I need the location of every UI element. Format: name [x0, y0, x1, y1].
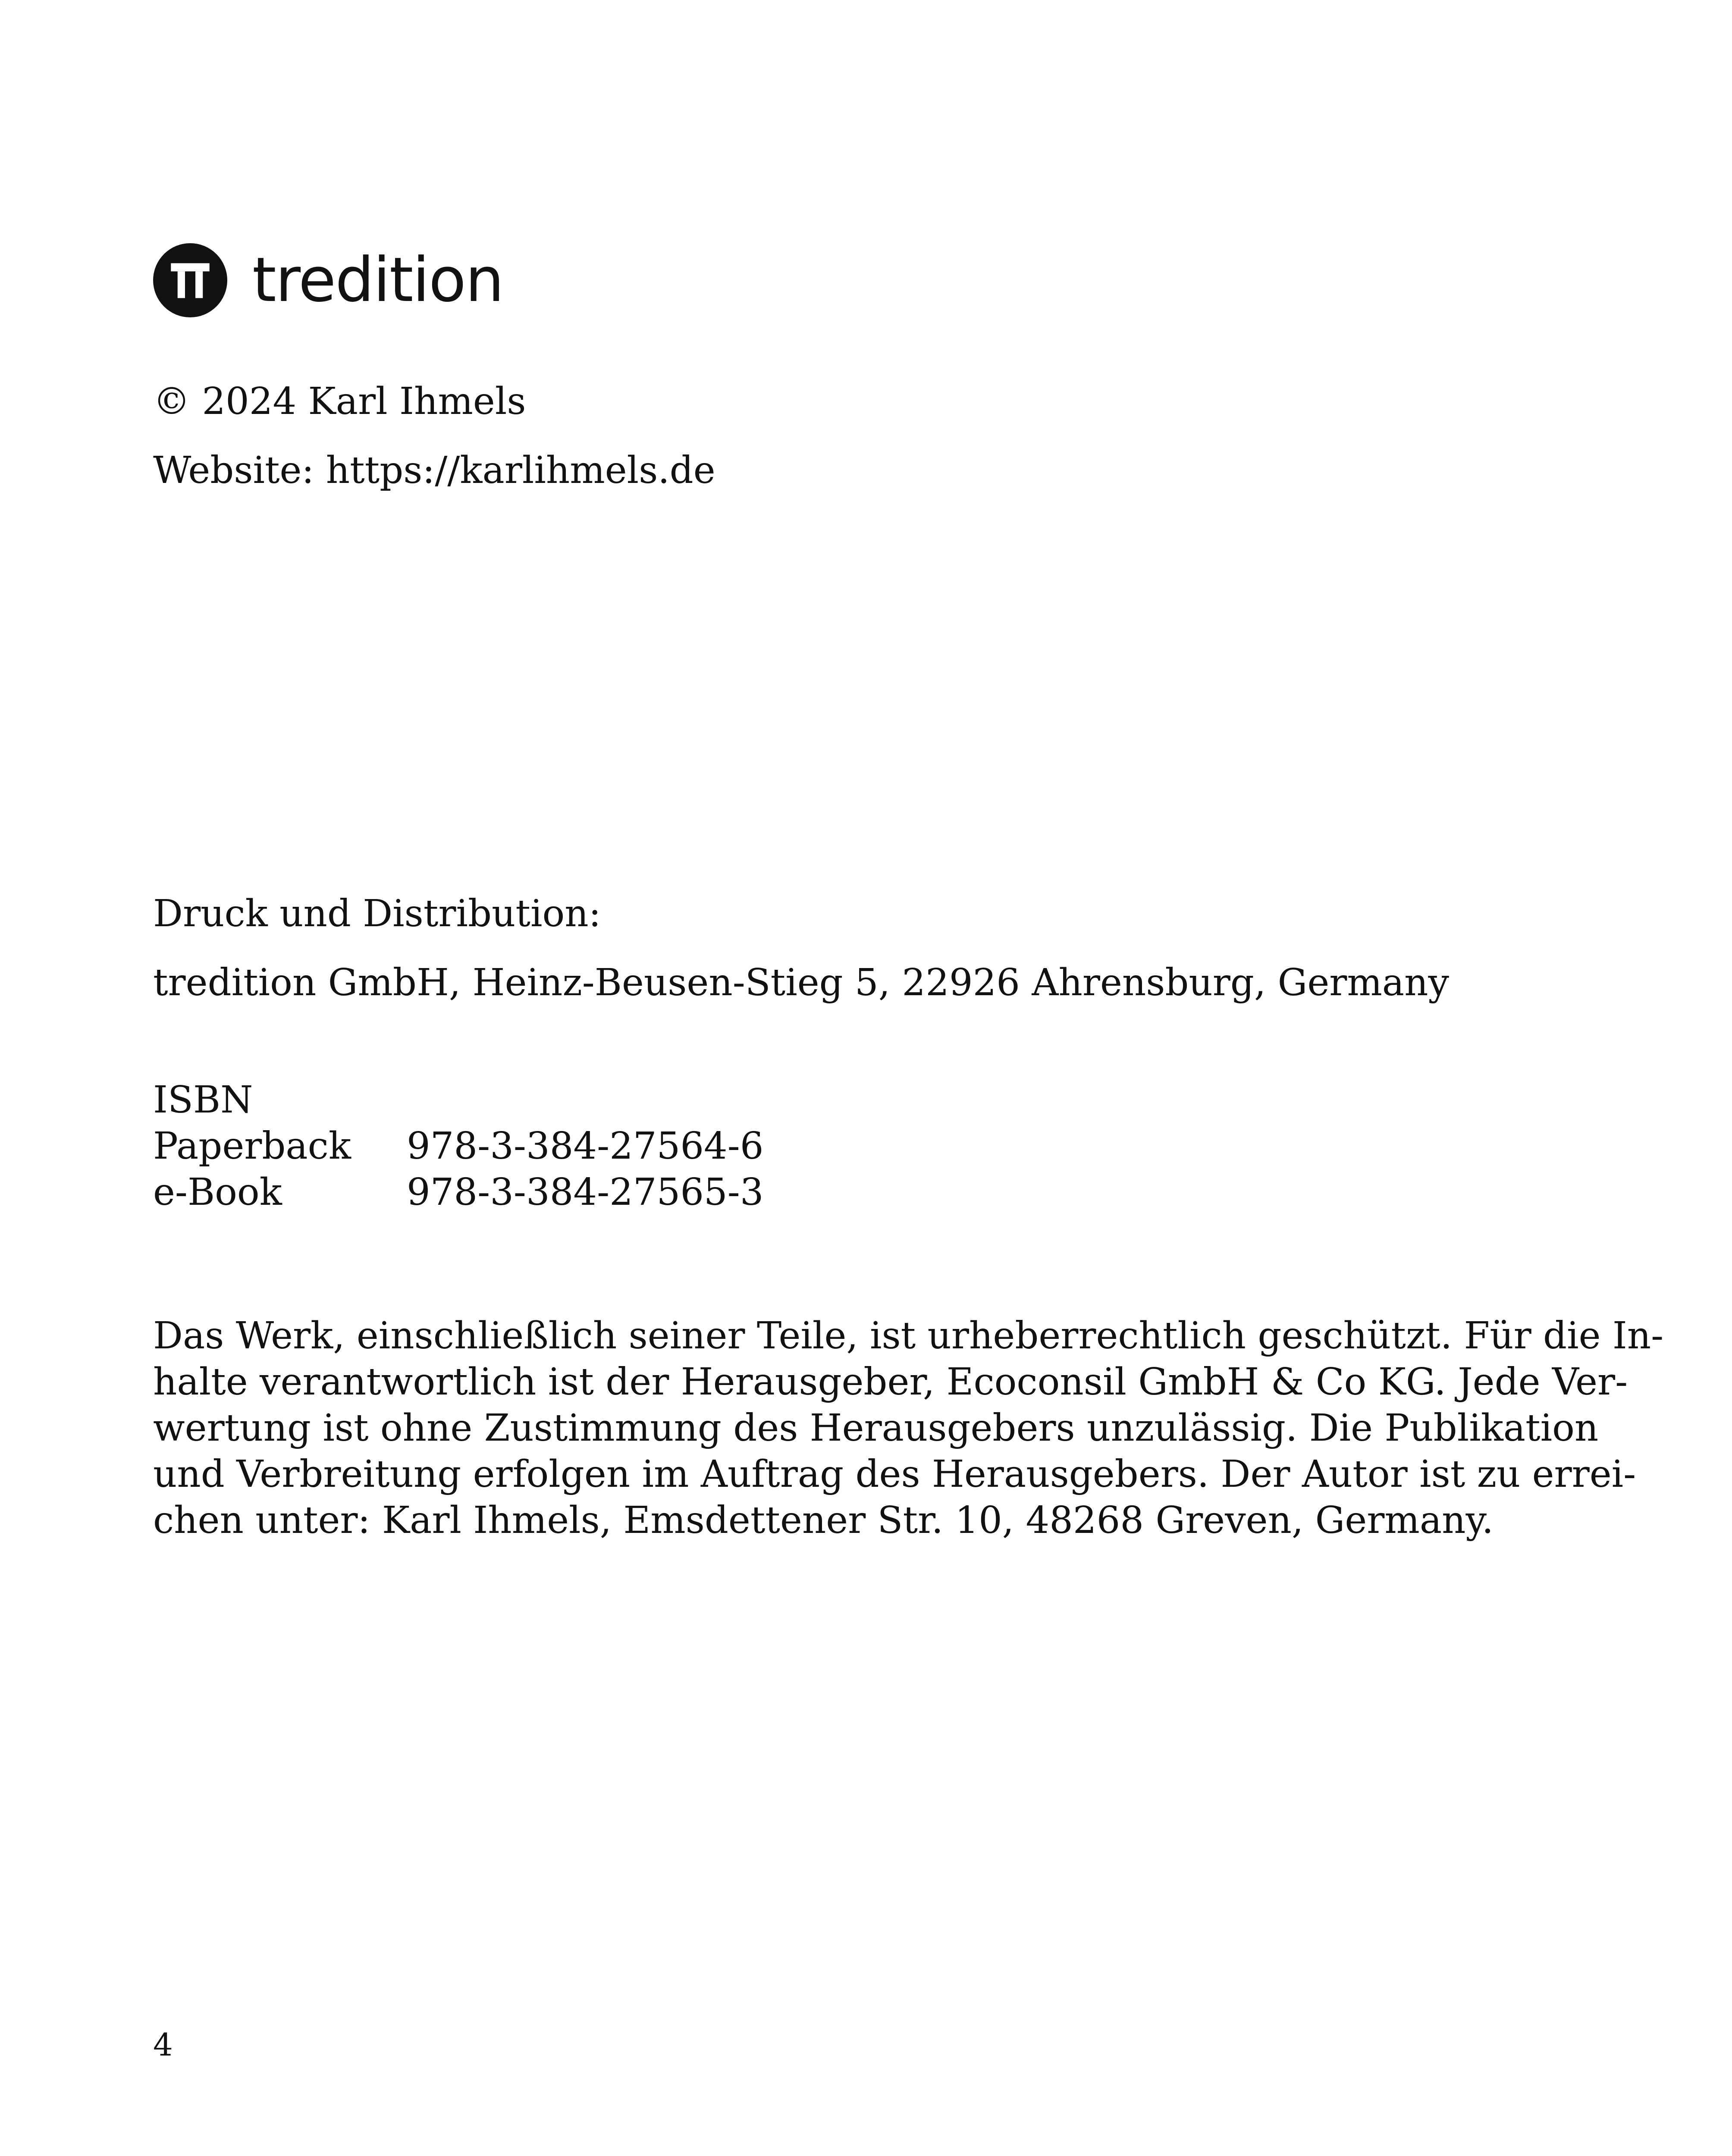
distribution-label: Druck und Distribution:	[153, 892, 601, 935]
legal-line: wertung ist ohne Zustimmung des Herausgebers unzulässig. Die Publikation	[153, 1407, 1599, 1450]
isbn-label: ISBN	[153, 1078, 253, 1122]
copyright-notice: © 2024 Karl Ihmels	[153, 380, 526, 423]
page-number: 4	[153, 2027, 173, 2063]
isbn-number: 978-3-384-27565-3	[407, 1171, 764, 1214]
legal-line: chen unter: Karl Ihmels, Emsdettener Str. 10, 48268 Greven, Germany.	[153, 1499, 1494, 1542]
legal-notice	[153, 1313, 1664, 1544]
legal-line: und Verbreitung erfolgen im Auftrag des Herausgebers. Der Autor ist zu errei-	[153, 1453, 1636, 1496]
publisher-logo	[153, 244, 503, 317]
legal-line: Das Werk, einschließlich seiner Teile, ist urheberrechtlich geschützt. Für die In-	[153, 1314, 1664, 1357]
publisher-wordmark: tredition	[252, 244, 503, 316]
isbn-number: 978-3-384-27564-6	[407, 1125, 764, 1168]
distribution-address: tredition GmbH, Heinz-Beusen-Stieg 5, 22926 Ahrensburg, Germany	[153, 961, 1450, 1004]
isbn-format: e-Book	[153, 1171, 282, 1214]
isbn-row-ebook	[153, 1171, 764, 1214]
isbn-row-paperback	[153, 1125, 764, 1168]
tredition-t-circle-icon	[153, 243, 227, 317]
author-website: Website: https://karlihmels.de	[153, 449, 715, 492]
isbn-format: Paperback	[153, 1125, 351, 1168]
legal-line: halte verantwortlich ist der Herausgeber, Ecoconsil GmbH & Co KG. Jede Ver-	[153, 1360, 1628, 1404]
